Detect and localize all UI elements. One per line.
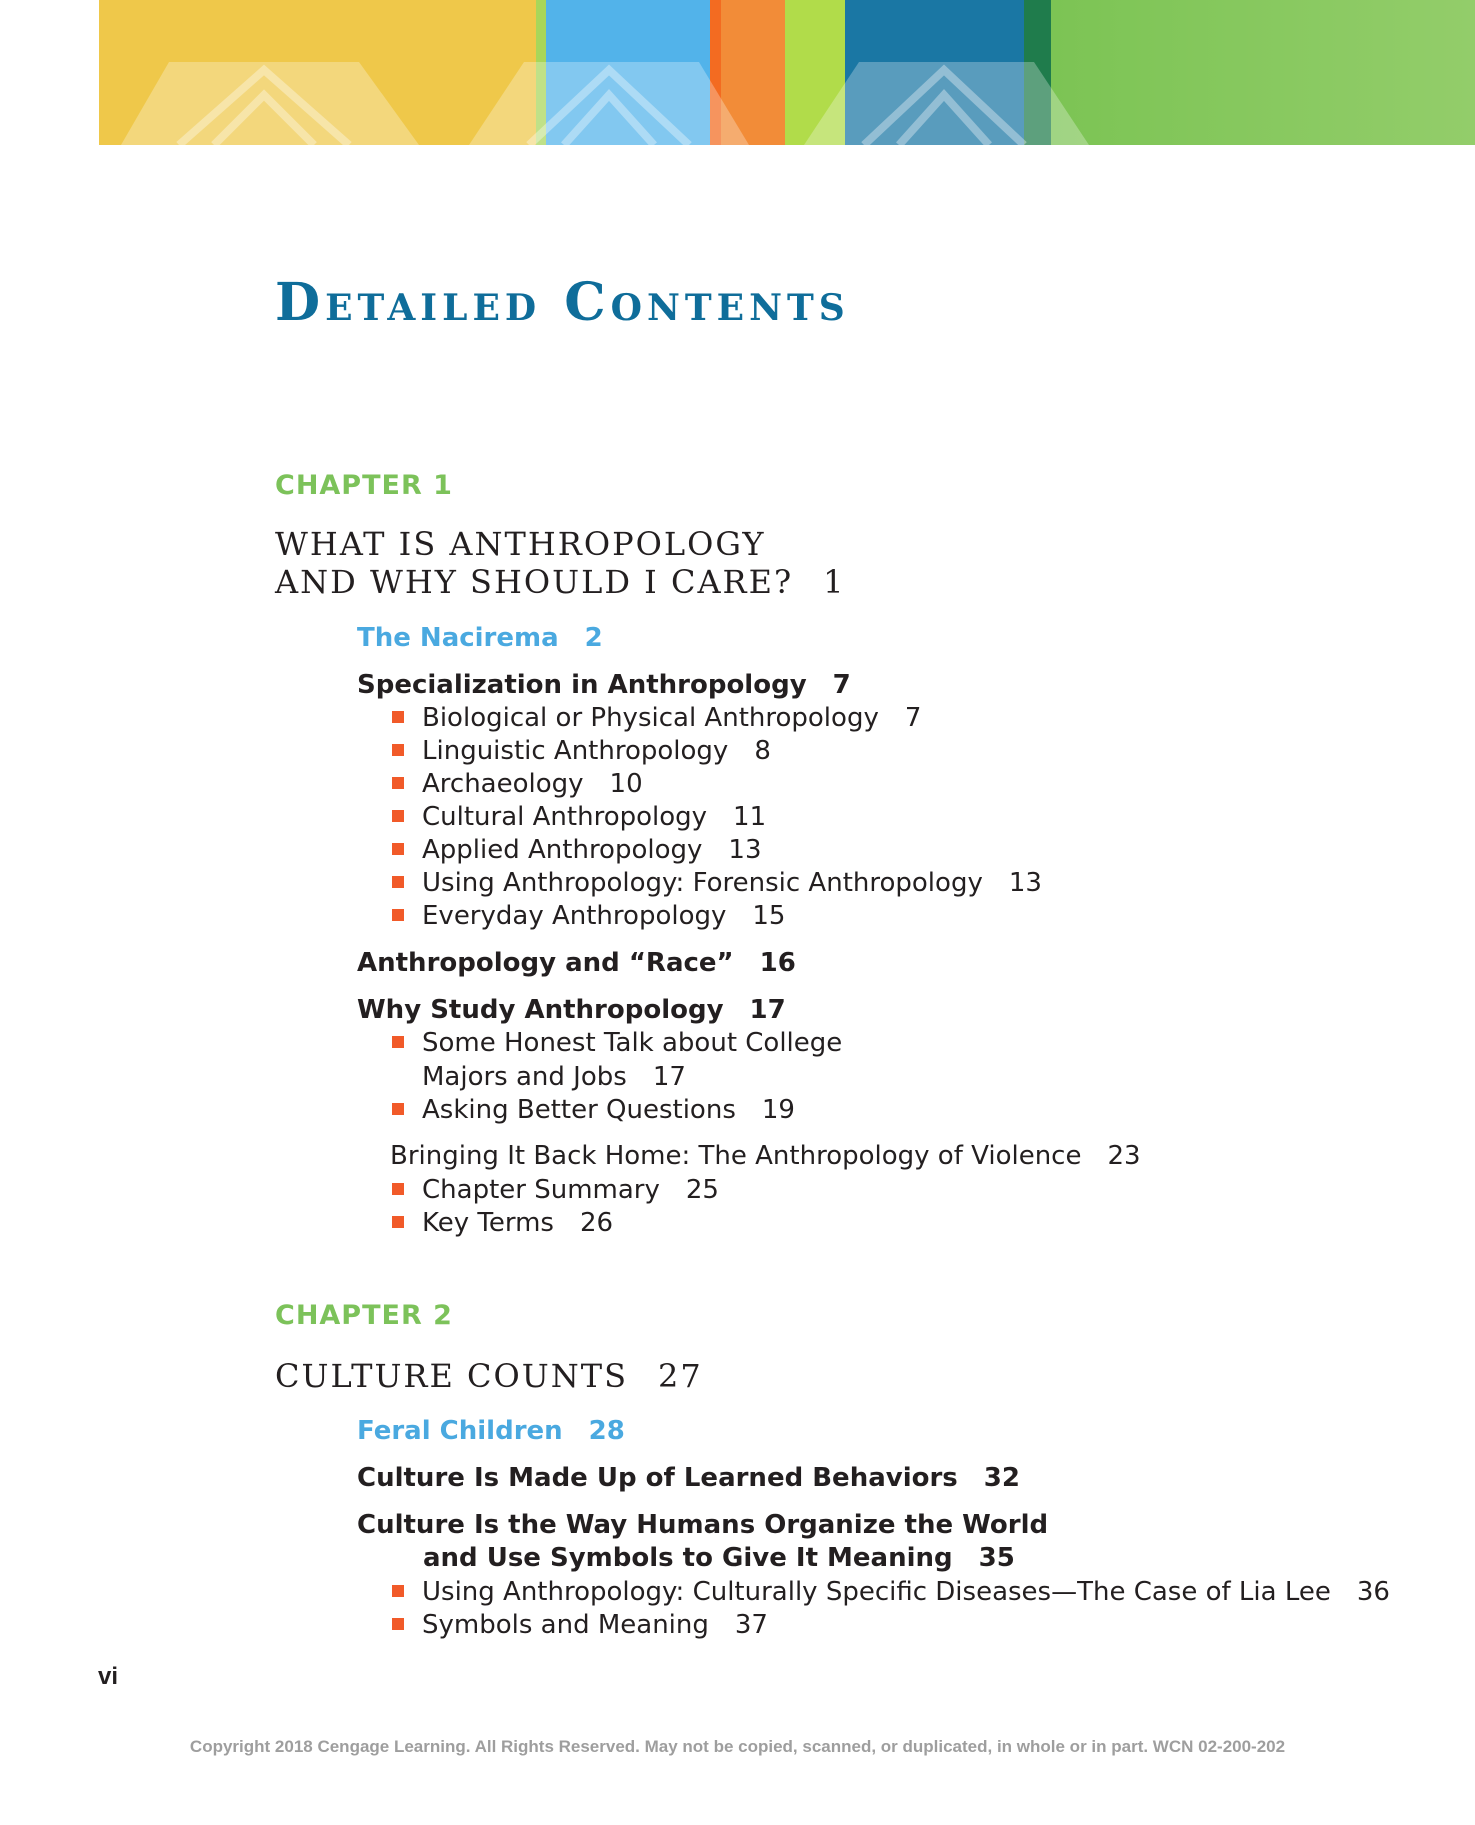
subsection-page: 15: [752, 901, 786, 931]
subsection-page: 7: [904, 703, 922, 733]
chapter-1-title-line-1: WHAT IS ANTHROPOLOGY: [275, 525, 766, 563]
subsection-title: Using Anthropology: Culturally Specific Diseases—The Case of Lia Lee: [422, 1577, 1331, 1607]
square-bullet-icon: [392, 744, 404, 756]
square-bullet-icon: [392, 1036, 404, 1048]
chapter-1-page: 1: [823, 563, 846, 601]
square-bullet-icon: [392, 1618, 404, 1630]
toc-subsection-entry[interactable]: [392, 768, 643, 801]
square-bullet-icon: [392, 1103, 404, 1115]
subsection-title: Applied Anthropology: [422, 835, 703, 865]
chapter-1-title-line-2: AND WHY SHOULD I CARE?: [275, 563, 794, 601]
subsection-title: Cultural Anthropology: [422, 802, 708, 832]
subsection-title-line-1: Some Honest Talk about College: [422, 1028, 843, 1058]
chapter-2-title-line-1: CULTURE COUNTS: [275, 1357, 628, 1395]
banner-pattern: [99, 0, 1475, 145]
feature-title: Feral Children: [357, 1416, 563, 1446]
subsection-title: Key Terms: [422, 1208, 554, 1238]
toc-section-entry[interactable]: [357, 1462, 1020, 1495]
section-page: 32: [983, 1463, 1020, 1493]
closing-title: Bringing It Back Home: The Anthropology of Violence: [390, 1141, 1082, 1171]
toc-section-entry[interactable]: [357, 994, 786, 1027]
toc-subsection-entry[interactable]: [392, 1576, 1390, 1609]
section-title-line-2: and Use Symbols to Give It Meaning: [423, 1543, 953, 1573]
feature-page: 2: [584, 623, 603, 653]
section-title: Anthropology and “Race”: [357, 948, 734, 978]
square-bullet-icon: [392, 843, 404, 855]
section-title-line-1: Culture Is the Way Humans Organize the World: [357, 1510, 1049, 1540]
copyright-notice: Copyright 2018 Cengage Learning. All Rights Reserved. May not be copied, scanned, or duplicated, in whole or in part. WCN 02-200-202: [189, 1737, 1286, 1756]
toc-feature-entry[interactable]: [357, 622, 603, 655]
toc-closing-entry[interactable]: [390, 1140, 1141, 1173]
square-bullet-icon: [392, 909, 404, 921]
subsection-page: 8: [754, 736, 771, 766]
subsection-page: 13: [1008, 868, 1042, 898]
page-folio: vi: [98, 1663, 119, 1690]
toc-feature-entry[interactable]: [357, 1415, 625, 1448]
section-title: Why Study Anthropology: [357, 995, 724, 1025]
subsection-page: 13: [728, 835, 762, 865]
toc-subsection-entry[interactable]: [392, 900, 785, 933]
subsection-page: 10: [609, 769, 643, 799]
subsection-page: 17: [652, 1062, 686, 1092]
chapter-1-title: [275, 525, 846, 601]
square-bullet-icon: [392, 876, 404, 888]
toc-subsection-entry[interactable]: [392, 1027, 842, 1060]
section-page: 16: [759, 948, 796, 978]
toc-subsection-entry[interactable]: [392, 801, 766, 834]
chapter-2-label: CHAPTER 2: [275, 1300, 453, 1331]
chapter-1-label: CHAPTER 1: [275, 470, 453, 501]
header-banner: [99, 0, 1475, 145]
subsection-page: 36: [1356, 1577, 1390, 1607]
toc-subsection-entry[interactable]: [392, 1174, 719, 1207]
subsection-title: Asking Better Questions: [422, 1095, 736, 1125]
square-bullet-icon: [392, 1183, 404, 1195]
toc-subsection-entry[interactable]: [392, 1207, 613, 1240]
section-page: 17: [749, 995, 786, 1025]
subsection-title: Using Anthropology: Forensic Anthropology: [422, 868, 983, 898]
feature-title: The Nacirema: [357, 623, 559, 653]
toc-section-entry[interactable]: [357, 947, 796, 980]
closing-page: 23: [1107, 1141, 1141, 1171]
section-page: 35: [978, 1543, 1015, 1573]
toc-subsection-entry[interactable]: [392, 702, 921, 735]
feature-page: 28: [588, 1416, 625, 1446]
subsection-title: Archaeology: [422, 769, 584, 799]
toc-subsection-entry[interactable]: [392, 1094, 795, 1127]
chapter-2-page: 27: [657, 1357, 703, 1395]
subsection-title: Everyday Anthropology: [422, 901, 727, 931]
square-bullet-icon: [392, 1216, 404, 1228]
toc-subsection-entry[interactable]: [392, 1609, 768, 1642]
toc-subsection-entry[interactable]: [392, 834, 762, 867]
subsection-title: Symbols and Meaning: [422, 1610, 709, 1640]
subsection-page: 26: [579, 1208, 614, 1238]
square-bullet-icon: [392, 711, 404, 723]
subsection-page: 25: [685, 1175, 719, 1205]
section-title: Culture Is Made Up of Learned Behaviors: [357, 1463, 958, 1493]
section-title: Specialization in Anthropology: [357, 670, 807, 700]
subsection-page: 37: [734, 1610, 768, 1640]
square-bullet-icon: [392, 1585, 404, 1597]
toc-subsection-entry-continued[interactable]: [422, 1061, 686, 1094]
square-bullet-icon: [392, 810, 404, 822]
toc-section-entry[interactable]: [357, 1509, 1048, 1542]
subsection-title: Linguistic Anthropology: [422, 736, 729, 766]
toc-section-entry[interactable]: [357, 669, 851, 702]
subsection-title-line-2: Majors and Jobs: [422, 1062, 627, 1092]
page-title: Detailed Contents: [275, 272, 850, 333]
subsection-page: 19: [761, 1095, 795, 1125]
subsection-page: 11: [733, 802, 767, 832]
toc-subsection-entry[interactable]: [392, 867, 1042, 900]
section-page: 7: [832, 670, 851, 700]
subsection-title: Biological or Physical Anthropology: [422, 703, 879, 733]
toc-subsection-entry[interactable]: [392, 735, 771, 768]
subsection-title: Chapter Summary: [422, 1175, 660, 1205]
toc-section-entry-continued[interactable]: [423, 1542, 1015, 1575]
square-bullet-icon: [392, 777, 404, 789]
chapter-2-title: [275, 1357, 703, 1395]
